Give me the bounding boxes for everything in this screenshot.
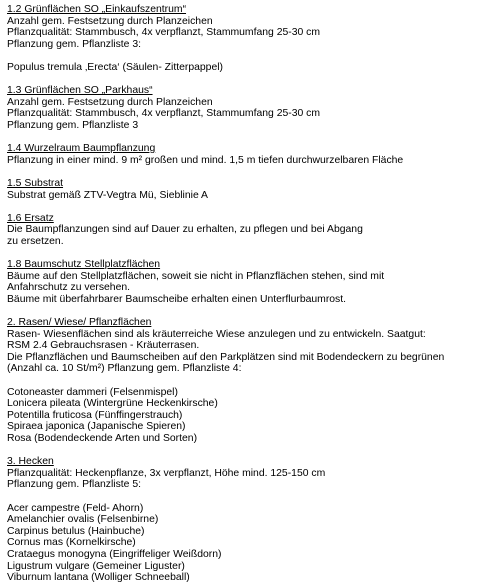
text-line: Spiraea japonica (Japanische Spieren) (7, 421, 186, 433)
text-line: Die Baumpflanzungen sind auf Dauer zu erhalten, zu pflegen und bei Abgang (7, 224, 363, 236)
text-line: Cornus mas (Kornelkirsche) (7, 537, 136, 549)
text-line: Amelanchier ovalis (Felsenbirne) (7, 514, 159, 526)
blank-line (7, 74, 475, 86)
blank-line (7, 375, 475, 387)
text-line: Pflanzqualität: Stammbusch, 4x verpflanzt, Stammumfang 25-30 cm (7, 108, 321, 120)
text-line: Pflanzung in einer mind. 9 m² großen und mind. 1,5 m tiefen durchwurzelbaren Fläche (7, 154, 404, 166)
text-line: RSM 2.4 Gebrauchsrasen - Kräuterrasen. (7, 340, 200, 352)
text-line: Die Pflanzflächen und Baumscheiben auf den Parkplätzen sind mit Bodendeckern zu begrünen (7, 351, 445, 363)
text-line: zu ersetzen. (7, 235, 64, 247)
blank-line (7, 166, 475, 178)
section-heading: 1.4 Wurzelraum Baumpflanzung (7, 143, 156, 155)
section-heading: 1.5 Substrat (7, 177, 64, 189)
text-line: Anzahl gem. Festsetzung durch Planzeichen (7, 96, 213, 108)
text-line: Bäume mit überfahrbarer Baumscheibe erhalten einen Unterflurbaumrost. (7, 293, 347, 305)
text-line: Pflanzqualität: Stammbusch, 4x verpflanzt, Stammumfang 25-30 cm (7, 27, 321, 39)
text-line: Crataegus monogyna (Eingriffeliger Weißdorn) (7, 548, 222, 560)
text-line: Acer campestre (Feld- Ahorn) (7, 502, 144, 514)
section-heading: 1.2 Grünflächen SO „Einkaufszentrum“ (7, 4, 187, 15)
text-line: Anzahl gem. Festsetzung durch Planzeichen (7, 15, 213, 27)
blank-line (7, 491, 475, 503)
text-line: Populus tremula ‚Erecta‘ (Säulen- Zitterpappel) (7, 61, 223, 73)
document-body (7, 4, 475, 584)
text-line: Pflanzung gem. Pflanzliste 5: (7, 479, 141, 491)
text-line: Substrat gemäß ZTV-Vegtra Mü, Sieblinie A (7, 189, 208, 201)
text-line: (Anzahl ca. 10 St/m²) Pflanzung gem. Pflanzliste 4: (7, 363, 242, 375)
text-line: Rosa (Bodendeckende Arten und Sorten) (7, 432, 198, 444)
blank-line (7, 132, 475, 144)
blank-line (7, 201, 475, 213)
text-line: Ligustrum vulgare (Gemeiner Liguster) (7, 560, 185, 572)
text-line: Lonicera pileata (Wintergrüne Heckenkirsche) (7, 398, 218, 410)
text-line: Cotoneaster dammeri (Felsenmispel) (7, 386, 178, 398)
text-line: Carpinus betulus (Hainbuche) (7, 525, 145, 537)
text-line: Pflanzqualität: Heckenpflanze, 3x verpflanzt, Höhe mind. 125-150 cm (7, 467, 326, 479)
text-line: Bäume auf den Stellplatzflächen, soweit sie nicht in Pflanzflächen stehen, sind mit (7, 270, 385, 282)
text-line: Potentilla fruticosa (Fünffingerstrauch) (7, 409, 183, 421)
blank-line (7, 305, 475, 317)
text-line: Viburnum lantana (Wolliger Schneeball) (7, 572, 190, 584)
section-heading: 1.8 Baumschutz Stellplatzflächen (7, 259, 161, 271)
text-line: Pflanzung gem. Pflanzliste 3: (7, 38, 141, 50)
section-heading: 1.6 Ersatz (7, 212, 54, 224)
text-line: Anfahrschutz zu versehen. (7, 282, 131, 294)
section-heading: 1.3 Grünflächen SO „Parkhaus“ (7, 85, 153, 97)
blank-line (7, 247, 475, 259)
section-heading: 3. Hecken (7, 456, 54, 468)
blank-line (7, 50, 475, 62)
text-line: Rasen- Wiesenflächen sind als kräuterreiche Wiese anzulegen und zu entwickeln. Saatgut: (7, 328, 426, 340)
section-heading: 2. Rasen/ Wiese/ Pflanzflächen (7, 317, 152, 329)
text-line: Pflanzung gem. Pflanzliste 3 (7, 119, 139, 131)
blank-line (7, 445, 475, 457)
